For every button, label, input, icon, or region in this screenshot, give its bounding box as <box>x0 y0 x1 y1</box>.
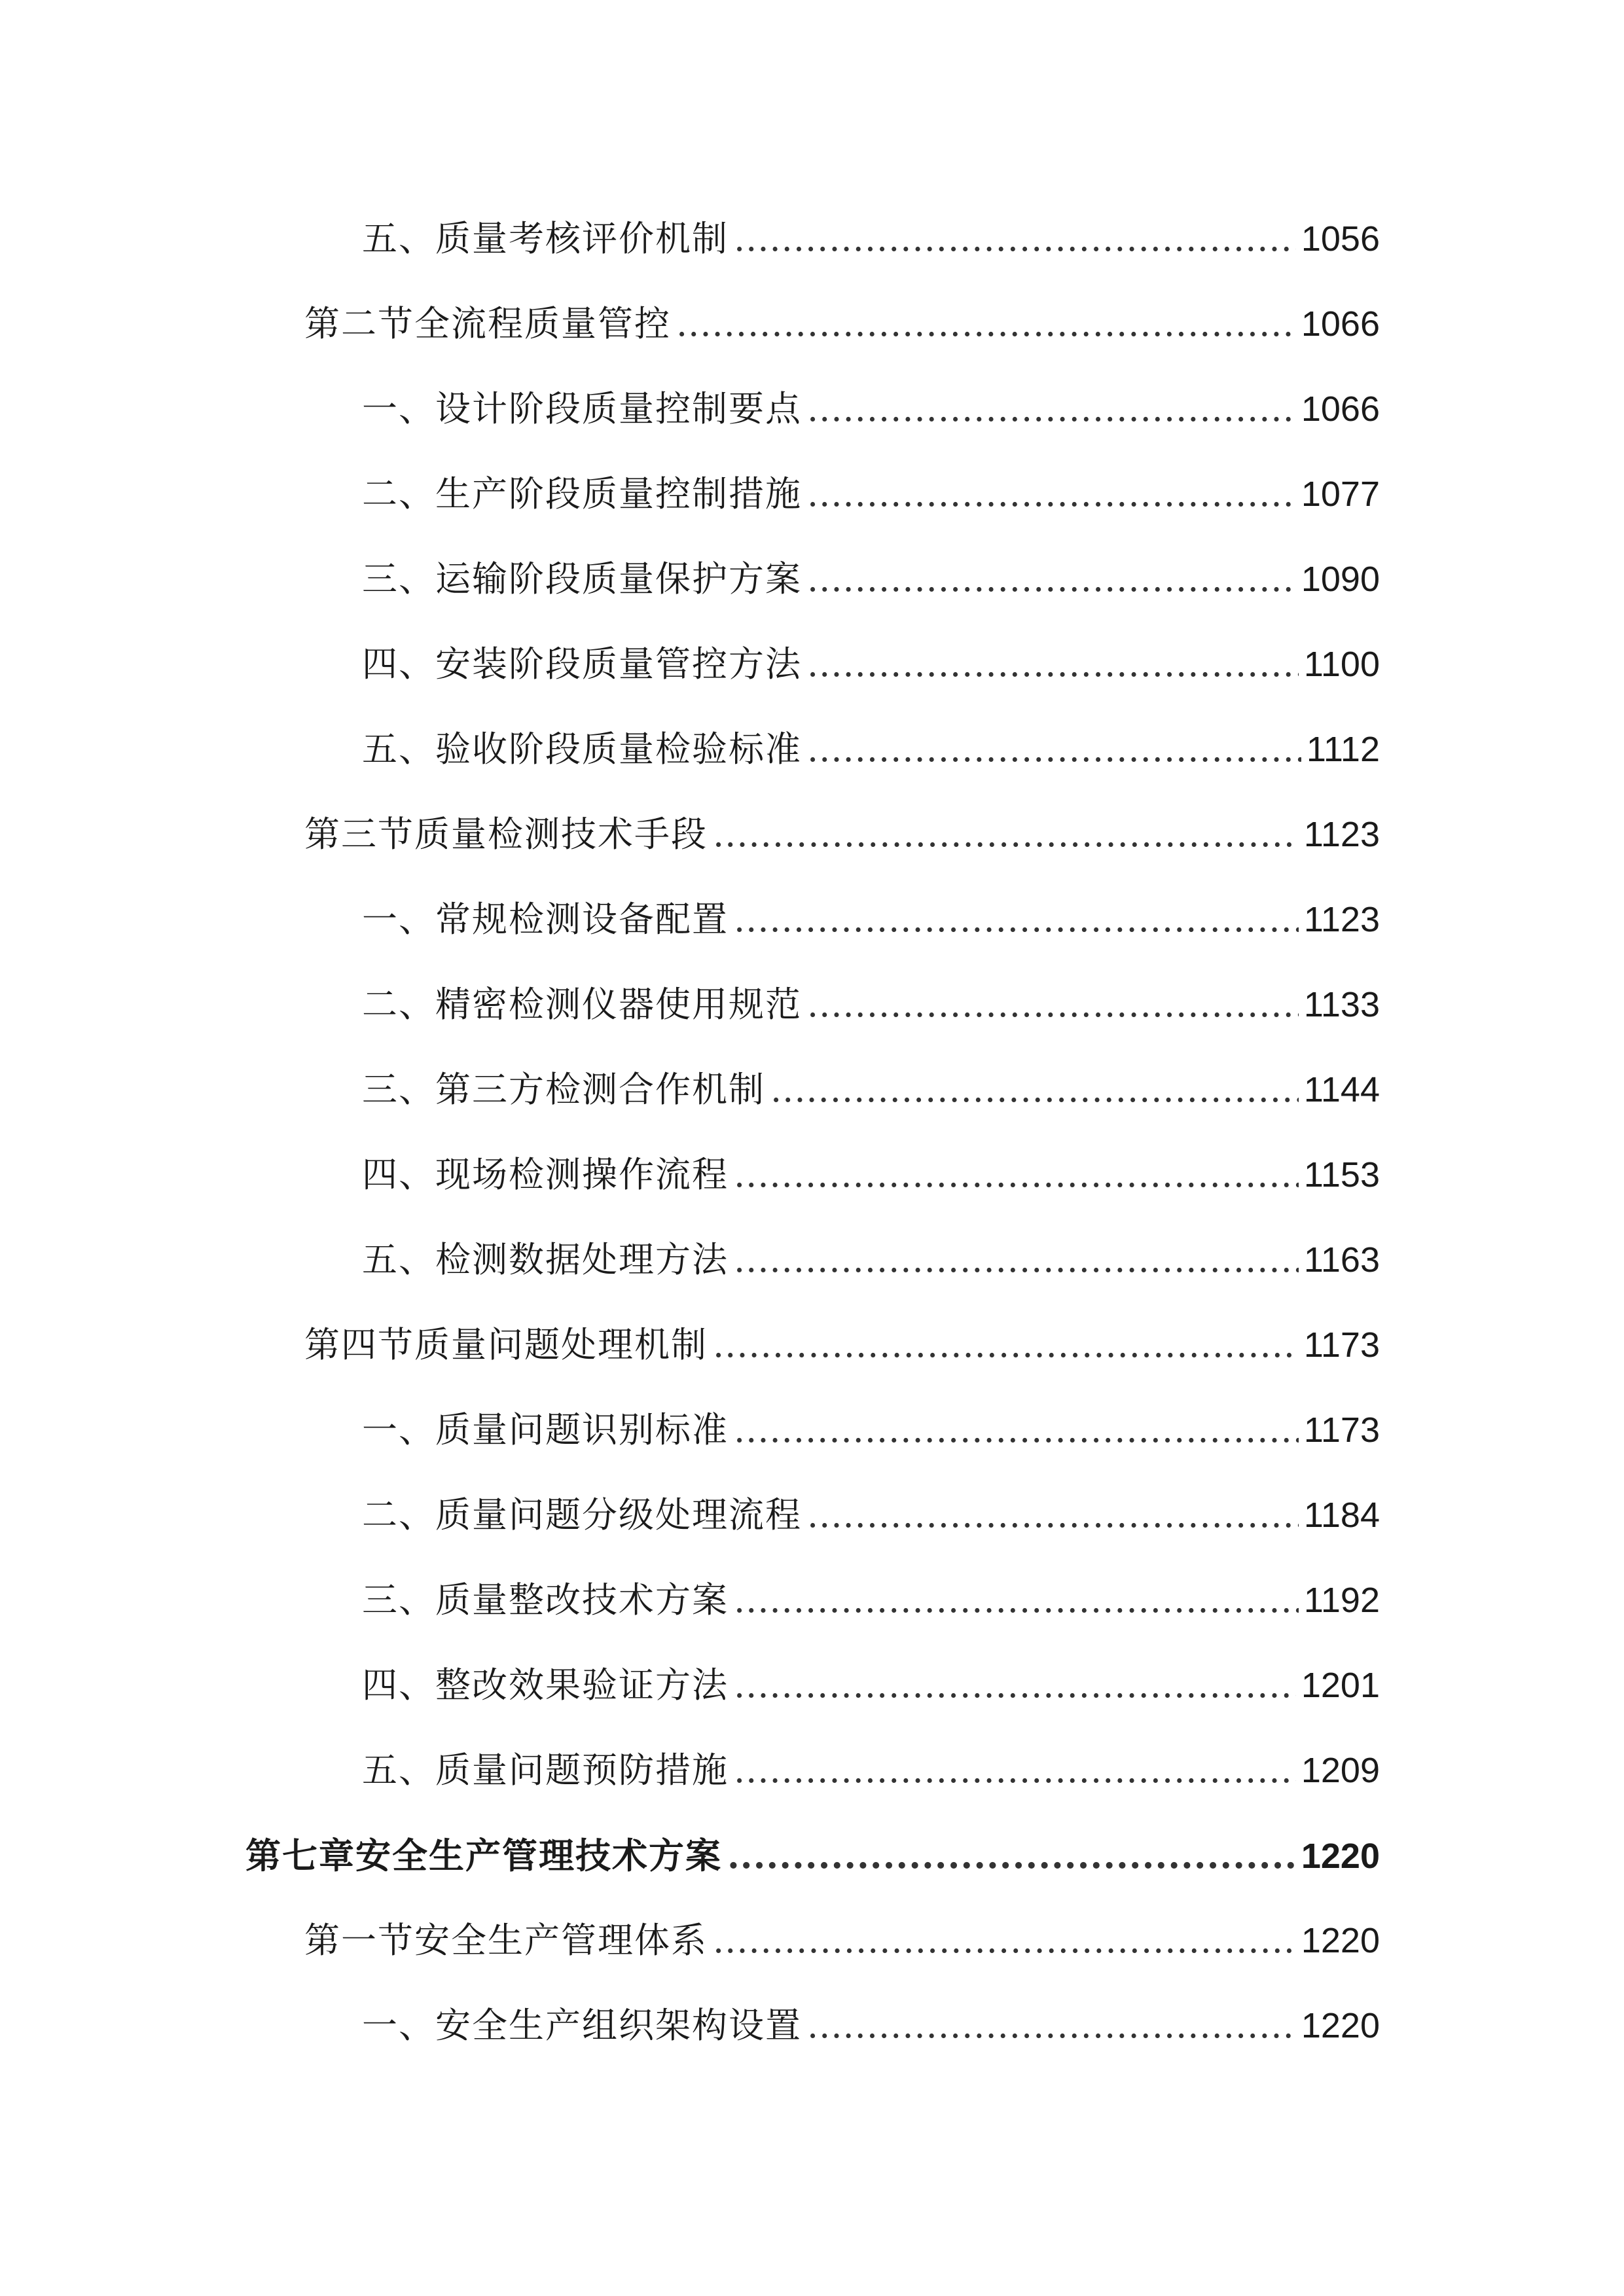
toc-dot-leader <box>807 461 1296 527</box>
toc-entry-title: 一、安全生产组织架构设置 <box>362 2005 802 2046</box>
toc-subsection-entry[interactable] <box>0 1482 1624 1568</box>
toc-page-number: 1123 <box>1303 900 1380 939</box>
toc-subsection-entry[interactable] <box>0 1057 1624 1142</box>
toc-page-number: 1173 <box>1303 1325 1380 1365</box>
toc-page-number: 1056 <box>1301 219 1380 259</box>
toc-page-number: 1153 <box>1303 1155 1380 1194</box>
toc-page-number: 1220 <box>1301 1921 1380 1960</box>
toc-subsection-entry[interactable] <box>0 717 1624 802</box>
toc-page-number: 1066 <box>1301 389 1380 429</box>
toc-subsection-entry[interactable] <box>0 1227 1624 1312</box>
toc-page-number: 1220 <box>1301 2006 1380 2045</box>
toc-entry-title: 三、质量整改技术方案 <box>362 1579 729 1621</box>
toc-subsection-entry[interactable] <box>0 1142 1624 1227</box>
toc-section-entry[interactable] <box>0 802 1624 887</box>
toc-subsection-entry[interactable] <box>0 206 1624 291</box>
toc-dot-leader <box>734 1227 1299 1293</box>
toc-entry-title: 第一节安全生产管理体系 <box>304 1920 708 1961</box>
toc-dot-leader <box>713 1908 1296 1973</box>
toc-page-number: 1090 <box>1301 560 1380 599</box>
toc-entry-title: 五、验收阶段质量检验标准 <box>362 728 802 770</box>
toc-dot-leader <box>807 376 1296 442</box>
toc-entry-title: 五、质量考核评价机制 <box>362 218 729 259</box>
toc-dot-leader <box>676 291 1296 357</box>
table-of-contents <box>0 206 1624 2078</box>
toc-entry-title: 五、检测数据处理方法 <box>362 1239 729 1280</box>
toc-section-entry[interactable] <box>0 1908 1624 1993</box>
toc-dot-leader <box>807 717 1301 782</box>
toc-entry-title: 一、设计阶段质量控制要点 <box>362 388 802 429</box>
toc-subsection-entry[interactable] <box>0 1568 1624 1653</box>
toc-page-number: 1144 <box>1303 1070 1380 1109</box>
toc-subsection-entry[interactable] <box>0 887 1624 972</box>
toc-entry-title: 第七章安全生产管理技术方案 <box>245 1835 722 1876</box>
toc-entry-title: 二、质量问题分级处理流程 <box>362 1494 802 1535</box>
toc-subsection-entry[interactable] <box>0 1653 1624 1738</box>
toc-entry-title: 第三节质量检测技术手段 <box>304 814 708 855</box>
toc-page-number: 1123 <box>1303 815 1380 854</box>
toc-dot-leader <box>807 1482 1299 1548</box>
toc-page-number: 1220 <box>1301 1837 1380 1876</box>
toc-dot-leader <box>770 1057 1299 1122</box>
toc-entry-title: 二、精密检测仪器使用规范 <box>362 984 802 1025</box>
toc-dot-leader <box>734 206 1296 272</box>
toc-entry-title: 第二节全流程质量管控 <box>304 303 671 344</box>
toc-page-number: 1201 <box>1301 1666 1380 1705</box>
toc-dot-leader <box>807 972 1299 1037</box>
toc-entry-title: 一、质量问题识别标准 <box>362 1409 729 1450</box>
toc-dot-leader <box>807 547 1296 612</box>
toc-subsection-entry[interactable] <box>0 1397 1624 1482</box>
toc-dot-leader <box>727 1823 1296 1888</box>
toc-dot-leader <box>734 1142 1299 1208</box>
toc-dot-leader <box>734 1397 1299 1463</box>
toc-subsection-entry[interactable] <box>0 632 1624 717</box>
toc-entry-title: 第四节质量问题处理机制 <box>304 1324 708 1365</box>
toc-page-number: 1133 <box>1303 985 1380 1024</box>
toc-dot-leader <box>734 1738 1296 1803</box>
toc-entry-title: 四、现场检测操作流程 <box>362 1154 729 1195</box>
toc-subsection-entry[interactable] <box>0 1738 1624 1823</box>
toc-entry-title: 三、运输阶段质量保护方案 <box>362 558 802 600</box>
toc-dot-leader <box>807 1993 1296 2058</box>
toc-dot-leader <box>734 1653 1296 1718</box>
toc-page-number: 1173 <box>1303 1410 1380 1450</box>
toc-subsection-entry[interactable] <box>0 547 1624 632</box>
toc-dot-leader <box>734 887 1299 952</box>
toc-subsection-entry[interactable] <box>0 972 1624 1057</box>
toc-entry-title: 五、质量问题预防措施 <box>362 1749 729 1791</box>
toc-page-number: 1066 <box>1301 304 1380 344</box>
toc-section-entry[interactable] <box>0 291 1624 376</box>
toc-entry-title: 一、常规检测设备配置 <box>362 899 729 940</box>
toc-page-number: 1163 <box>1303 1240 1380 1280</box>
toc-subsection-entry[interactable] <box>0 376 1624 461</box>
toc-page-number: 1192 <box>1303 1581 1380 1620</box>
toc-dot-leader <box>807 632 1299 697</box>
toc-section-entry[interactable] <box>0 1312 1624 1397</box>
toc-dot-leader <box>713 802 1299 867</box>
toc-subsection-entry[interactable] <box>0 1993 1624 2078</box>
toc-entry-title: 四、安装阶段质量管控方法 <box>362 643 802 685</box>
toc-page-number: 1100 <box>1303 645 1380 684</box>
toc-entry-title: 四、整改效果验证方法 <box>362 1664 729 1706</box>
toc-dot-leader <box>734 1568 1299 1633</box>
toc-page-number: 1184 <box>1303 1496 1380 1535</box>
toc-entry-title: 三、第三方检测合作机制 <box>362 1069 765 1110</box>
toc-page-number: 1112 <box>1306 730 1380 769</box>
toc-page-number: 1209 <box>1301 1751 1380 1790</box>
toc-chapter-entry[interactable] <box>0 1823 1624 1908</box>
toc-dot-leader <box>713 1312 1299 1378</box>
toc-subsection-entry[interactable] <box>0 461 1624 547</box>
toc-entry-title: 二、生产阶段质量控制措施 <box>362 473 802 514</box>
toc-page-number: 1077 <box>1301 475 1380 514</box>
